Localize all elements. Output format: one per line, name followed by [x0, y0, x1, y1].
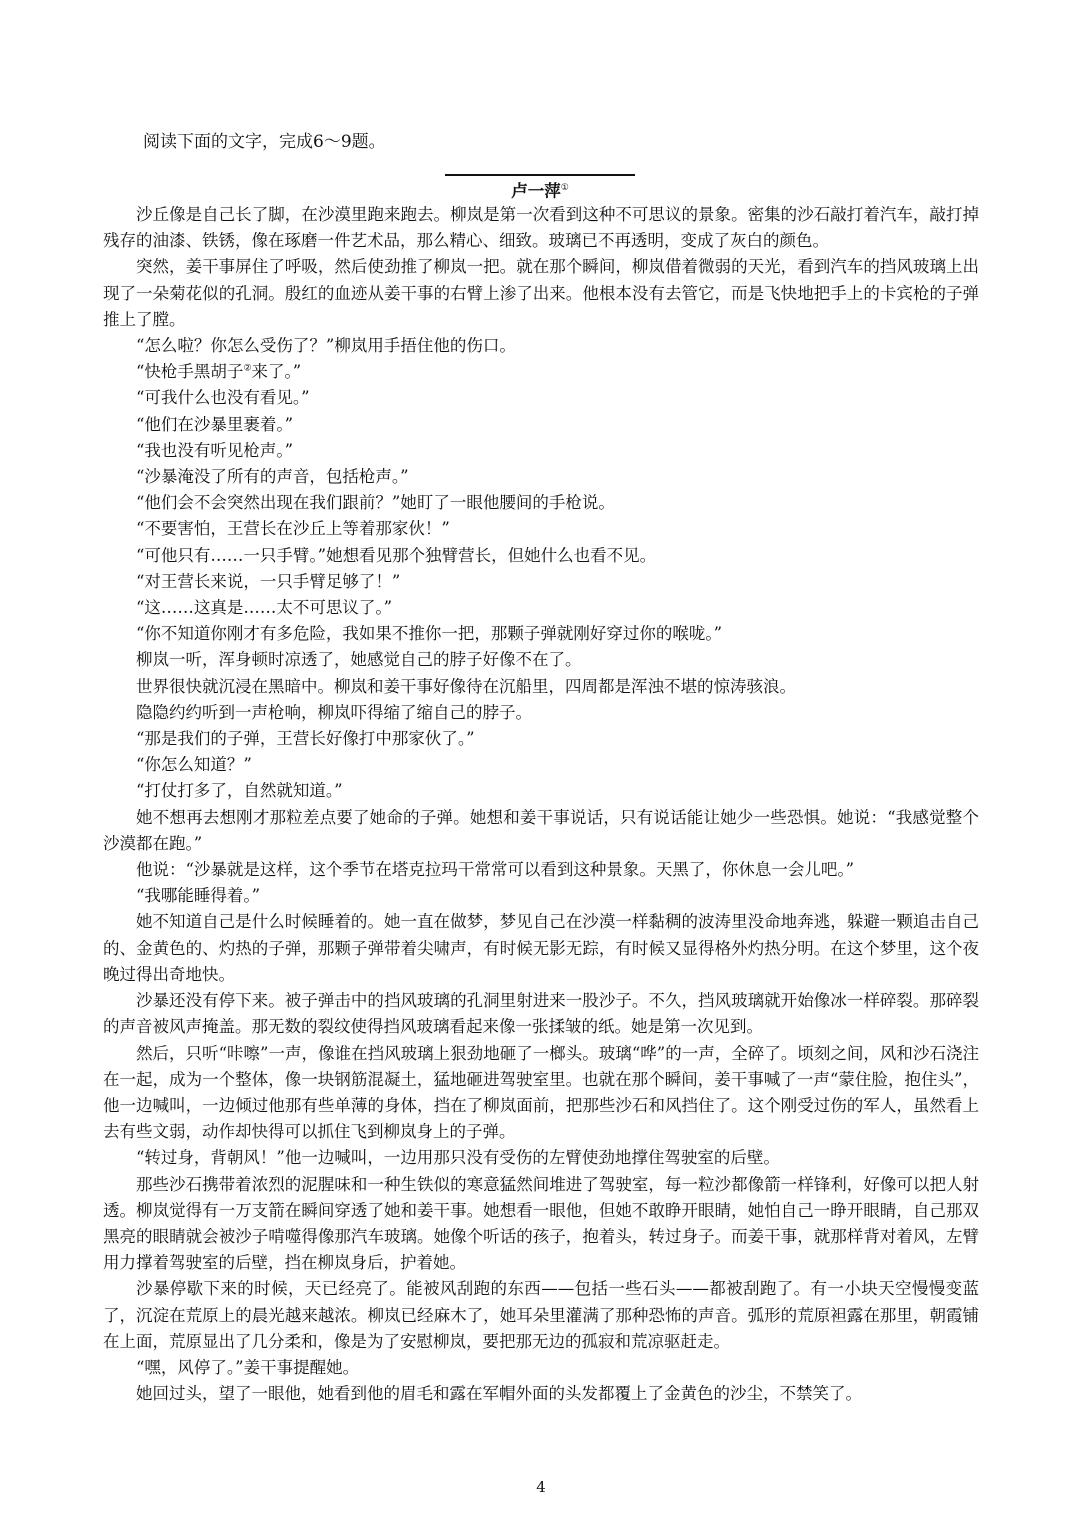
paragraph: “他们会不会突然出现在我们跟前？”她盯了一眼他腰间的手枪说。 — [136, 493, 615, 513]
footnote-mark: ② — [243, 363, 252, 374]
paragraph: 柳岚一听，浑身顿时凉透了，她感觉自己的脖子好像不在了。 — [136, 650, 582, 670]
paragraph: “你不知道你刚才有多危险，我如果不推你一把，那颗子弹就刚好穿过你的喉咙。” — [136, 624, 723, 644]
paragraph: “我也没有听见枪声。” — [136, 440, 294, 460]
paragraph: “转过身，背朝风！”他一边喊叫，一边用那只没有受伤的左臂使劲地撑住驾驶室的后壁。 — [136, 1148, 780, 1168]
paragraph: “不要害怕，王营长在沙丘上等着那家伙！” — [136, 519, 450, 539]
paragraph-text: “快枪手黑胡子 — [136, 362, 244, 382]
page-number: 4 — [536, 1478, 546, 1496]
paragraph: “这……这真是……太不可思议了。” — [136, 598, 393, 618]
paragraph: 突然，姜干事屏住了呼吸，然后使劲推了柳岚一把。就在那个瞬间，柳岚借着微弱的天光，看到汽车的挡风玻璃上出现了一朵菊花似的孔洞。殷红的血迹从姜干事的右臂上渗了出来。他根本没有去管它，而是飞快地把手上的卡宾枪的子弹推上了膛。 — [103, 257, 979, 329]
paragraph: “嘿，风停了。”姜干事提醒她。 — [136, 1357, 360, 1377]
paragraph: “可我什么也没有看见。” — [136, 388, 310, 408]
passage-body — [103, 202, 979, 1407]
paragraph: “那是我们的子弹，王营长好像打中那家伙了。” — [136, 729, 475, 749]
passage-title-text: 卢一萍 — [511, 181, 561, 201]
passage-title — [445, 174, 635, 206]
paragraph: “打仗打多了，自然就知道。” — [136, 781, 343, 801]
paragraph: 然后，只听“咔嚓”一声，像谁在挡风玻璃上狠劲地砸了一榔头。玻璃“哗”的一声，全碎了。顷刻之间，风和沙石浇注在一起，成为一个整体，像一块钢筋混凝土，猛地砸进驾驶室里。也就在那个瞬间，姜干事喊了一声“蒙住脸，抱住头”，他一边喊叫，一边倾过他那有些单薄的身体，挡在了柳岚面前，把那些沙石和风挡住了。这个刚受过伤的军人，虽然看上去有些文弱，动作却快得可以抓住飞到柳岚身上的子弹。 — [103, 1043, 979, 1142]
paragraph: 沙暴停歇下来的时候，天已经亮了。能被风刮跑的东西——包括一些石头——都被刮跑了。有一小块天空慢慢变蓝了，沉淀在荒原上的晨光越来越浓。柳岚已经麻木了，她耳朵里灌满了那种恐怖的声音。弧形的荒原袒露在那里，朝霞铺在上面，荒原显出了几分柔和，像是为了安慰柳岚，要把那无边的孤寂和荒凉驱赶走。 — [103, 1279, 979, 1351]
paragraph: 沙丘像是自己长了脚，在沙漠里跑来跑去。柳岚是第一次看到这种不可思议的景象。密集的沙石敲打着汽车，敲打掉残存的油漆、铁锈，像在琢磨一件艺术品，那么精心、细致。玻璃已不再透明，变成了灰白的颜色。 — [103, 205, 979, 251]
reading-instruction: 阅读下面的文字，完成6～9题。 — [143, 132, 386, 152]
paragraph-text: 来了。” — [251, 362, 302, 382]
paragraph: “你怎么知道？” — [136, 755, 252, 775]
paragraph: “对王营长来说，一只手臂足够了！” — [136, 571, 401, 591]
paragraph: 隐隐约约听到一声枪响，柳岚吓得缩了缩自己的脖子。 — [136, 702, 532, 722]
paragraph: 他说：“沙暴就是这样，这个季节在塔克拉玛干常常可以看到这种景象。天黑了，你休息一会儿吧。” — [136, 860, 855, 880]
paragraph: 她不想再去想刚才那粒差点要了她命的子弹。她想和姜干事说话，只有说话能让她少一些恐惧。她说：“我感觉整个沙漠都在跑。” — [103, 807, 979, 853]
paragraph: “沙暴淹没了所有的声音，包括枪声。” — [136, 467, 409, 487]
paragraph-with-footnote — [103, 359, 979, 385]
paragraph: 她回过头，望了一眼他，她看到他的眉毛和露在军帽外面的头发都覆上了金黄色的沙尘，不禁笑了。 — [136, 1384, 862, 1404]
paragraph: “他们在沙暴里裹着。” — [136, 414, 294, 434]
paragraph: 世界很快就沉浸在黑暗中。柳岚和姜干事好像待在沉船里，四周都是浑浊不堪的惊涛骇浪。 — [136, 676, 796, 696]
exam-page — [103, 0, 979, 1528]
paragraph: “我哪能睡得着。” — [136, 886, 261, 906]
paragraph: 那些沙石携带着浓烈的泥腥味和一种生铁似的寒意猛然间堆进了驾驶室，每一粒沙都像箭一样锋利，好像可以把人射透。柳岚觉得有一万支箭在瞬间穿透了她和姜干事。她想看一眼他，但她不敢睁开眼睛，她怕自己一睁开眼睛，自己那双黑亮的眼睛就会被沙子啃噬得像那汽车玻璃。她像个听话的孩子，抱着头，转过身子。而姜干事，就那样背对着风，左臂用力撑着驾驶室的后壁，挡在柳岚身后，护着她。 — [103, 1174, 979, 1273]
paragraph: “怎么啦？你怎么受伤了？”柳岚用手捂住他的伤口。 — [136, 336, 516, 356]
paragraph: “可他只有……一只手臂。”她想看见那个独臂营长，但她什么也看不见。 — [136, 545, 657, 565]
paragraph: 沙暴还没有停下来。被子弹击中的挡风玻璃的孔洞里射进来一股沙子。不久，挡风玻璃就开始像冰一样碎裂。那碎裂的声音被风声掩盖。那无数的裂纹使得挡风玻璃看起来像一张揉皱的纸。她是第一次见到。 — [103, 991, 979, 1037]
paragraph: 她不知道自己是什么时候睡着的。她一直在做梦，梦见自己在沙漠一样黏稠的波涛里没命地奔逃，躲避一颗追击自己的、金黄色的、灼热的子弹，那颗子弹带着尖啸声，有时候无影无踪，有时候又显得格外灼热分明。在这个梦里，这个夜晚过得出奇地快。 — [103, 912, 979, 984]
title-footnote-mark: ① — [560, 183, 569, 193]
